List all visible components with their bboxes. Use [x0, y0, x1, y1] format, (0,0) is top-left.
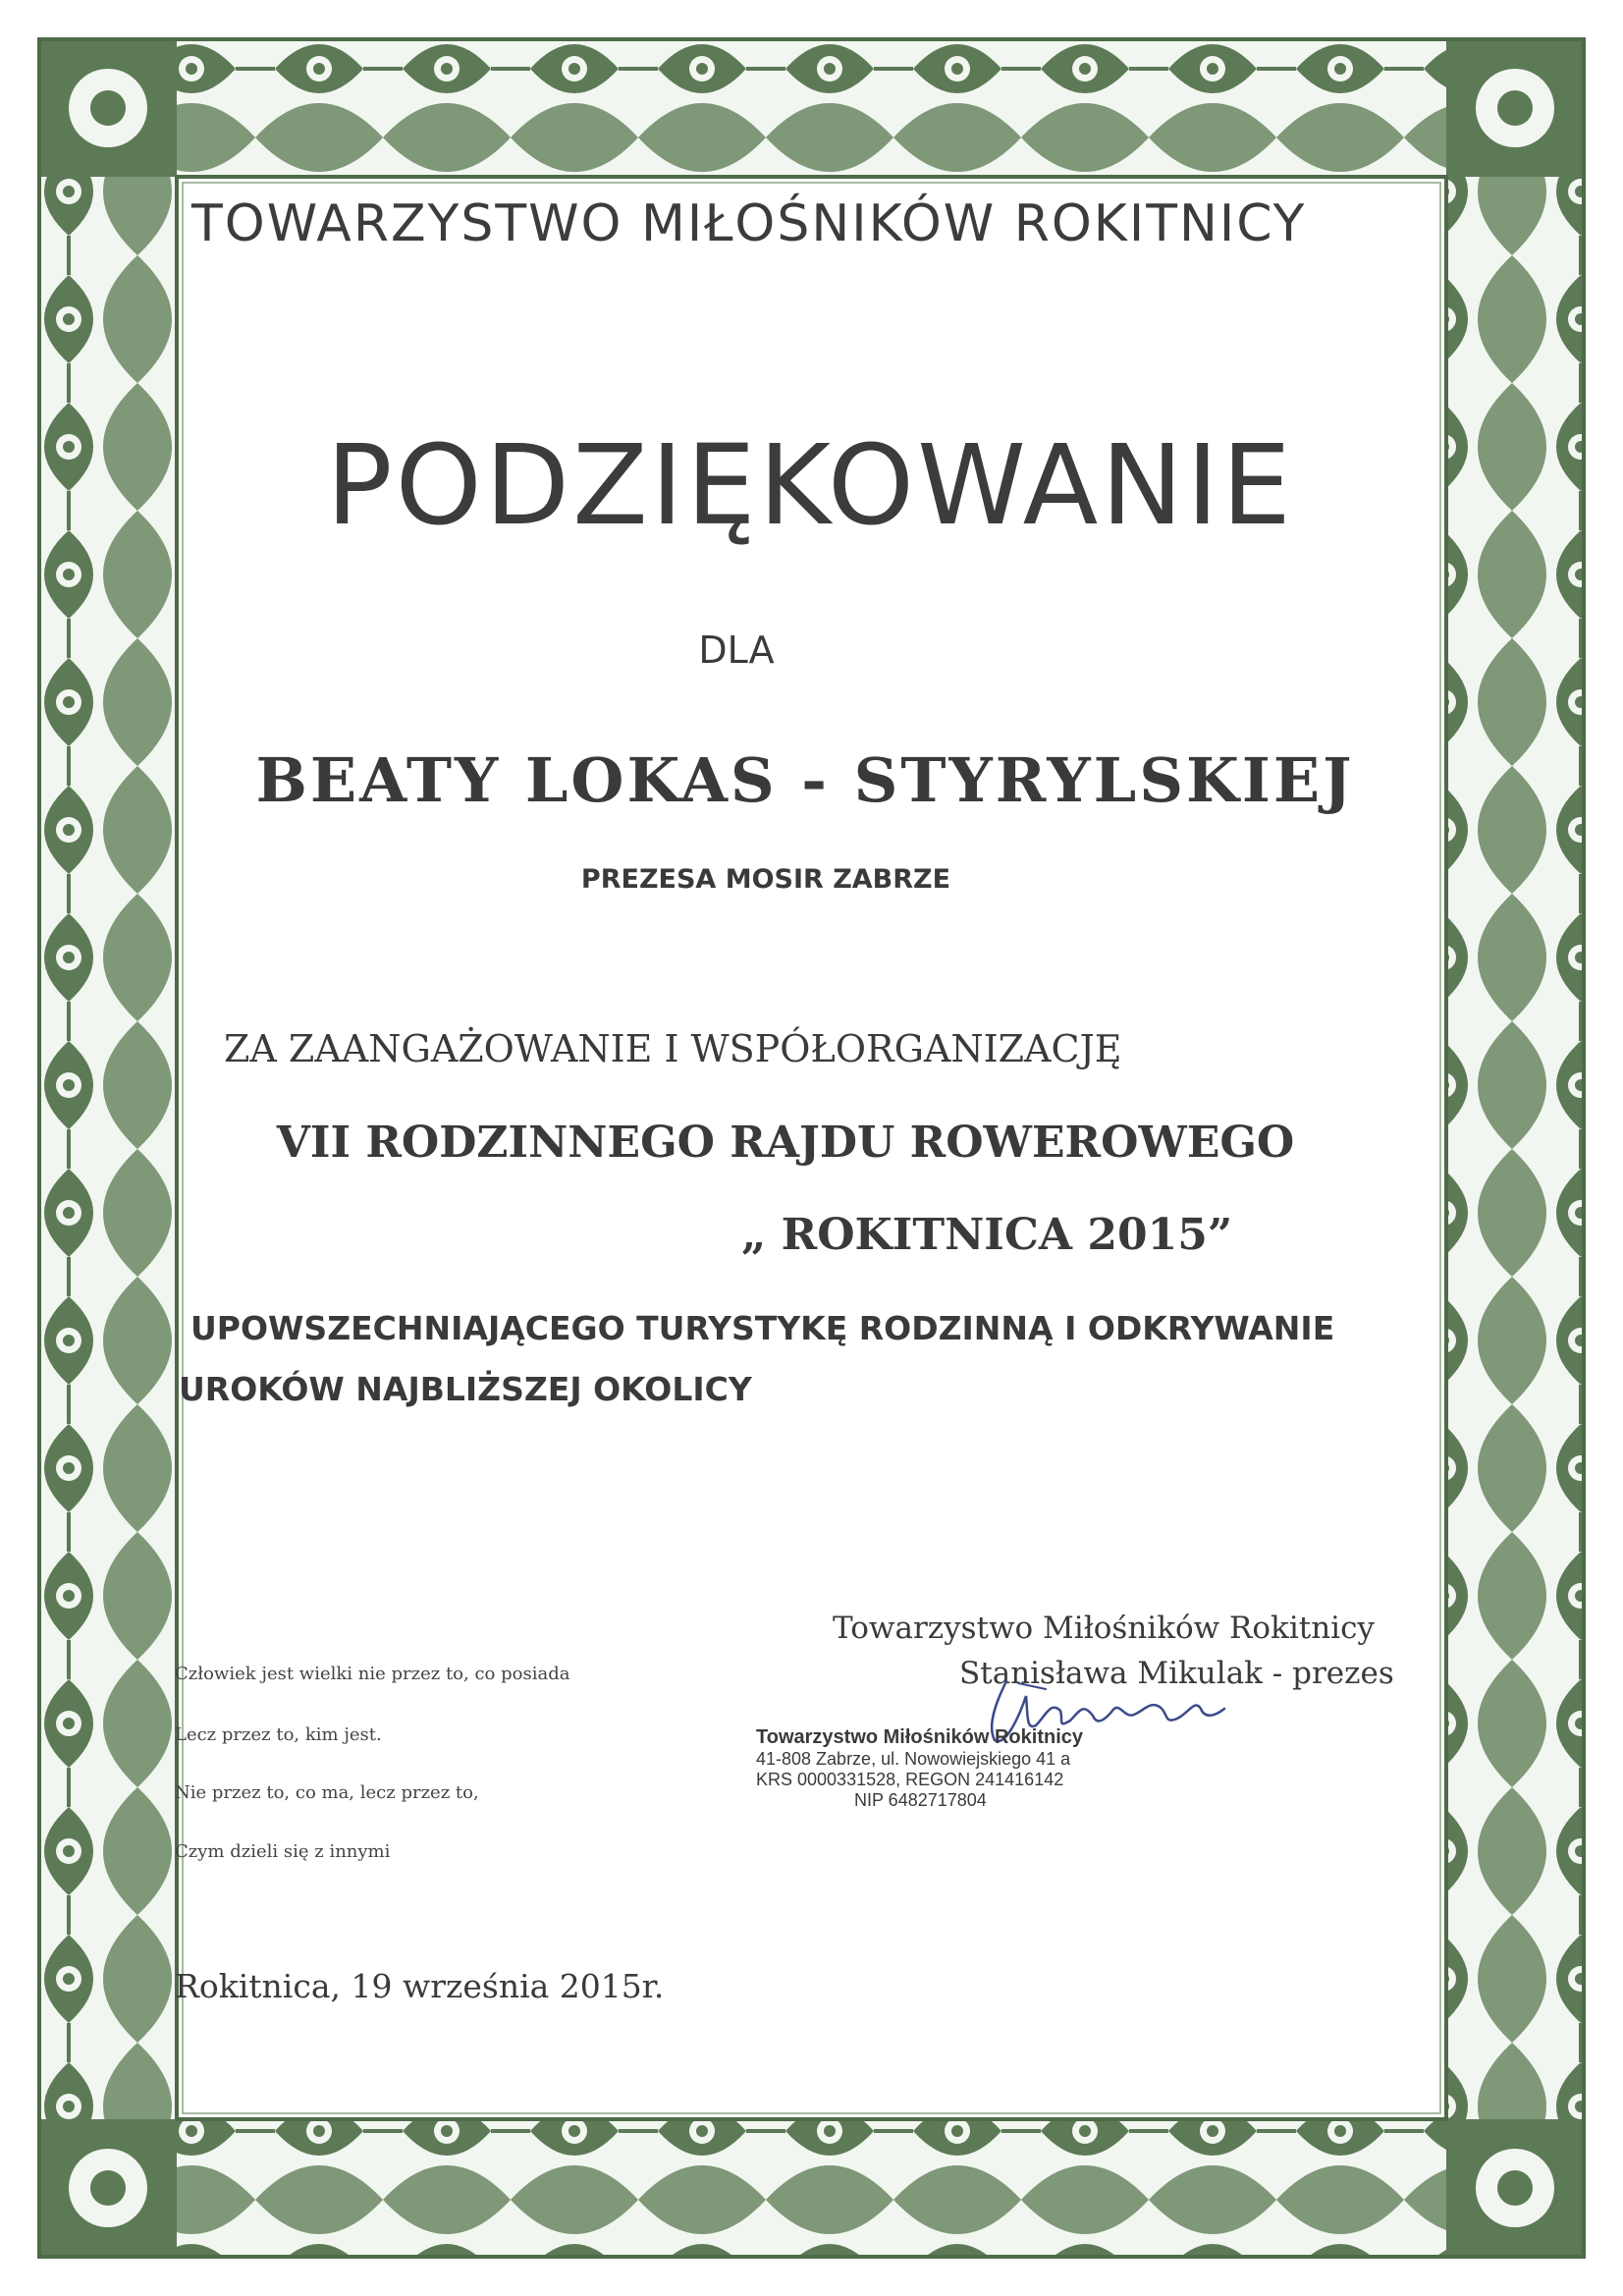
quote-line-2: Lecz przez to, kim jest.	[175, 1724, 382, 1745]
event-name-line1: VII RODZINNEGO RAJDU ROWEROWEGO	[276, 1118, 1295, 1168]
quote-line-1: Człowiek jest wielki nie przez to, co posiada	[175, 1664, 570, 1684]
purpose-line2: UROKÓW NAJBLIŻSZEJ OKOLICY	[179, 1370, 752, 1408]
purpose-line1: UPOWSZECHNIAJĄCEGO TURYSTYKĘ RODZINNĄ I ODKRYWANIE	[190, 1309, 1335, 1347]
stamp-line-nip: NIP 6482717804	[854, 1790, 987, 1810]
organization-stamp	[756, 1726, 1109, 1811]
stamp-line-name: Towarzystwo Miłośników Rokitnicy	[756, 1726, 1084, 1748]
quote-line-4: Czym dzieli się z innymi	[175, 1841, 391, 1862]
recipient-name: BEATY LOKAS - STYRYLSKIEJ	[255, 744, 1355, 816]
signatory-name: Stanisława Mikulak - prezes	[959, 1656, 1394, 1691]
organization-header: TOWARZYSTWO MIŁOŚNIKÓW ROKITNICY	[191, 194, 1307, 253]
certificate-title: PODZIĘKOWANIE	[326, 422, 1294, 550]
issue-date: Rokitnica, 19 września 2015r.	[175, 1967, 665, 2005]
for-label: DLA	[698, 629, 775, 672]
stamp-line-address: 41-808 Zabrze, ul. Nowowiejskiego 41 a	[756, 1749, 1071, 1769]
recipient-role: PREZESA MOSIR ZABRZE	[580, 864, 951, 895]
event-name-line2: „ ROKITNICA 2015”	[741, 1210, 1233, 1260]
reason-line: ZA ZAANGAŻOWANIE I WSPÓŁORGANIZACJĘ	[224, 1027, 1122, 1070]
signatory-organization: Towarzystwo Miłośników Rokitnicy	[833, 1611, 1375, 1646]
quote-line-3: Nie przez to, co ma, lecz przez to,	[175, 1782, 479, 1803]
stamp-line-krs-regon: KRS 0000331528, REGON 241416142	[756, 1770, 1064, 1789]
